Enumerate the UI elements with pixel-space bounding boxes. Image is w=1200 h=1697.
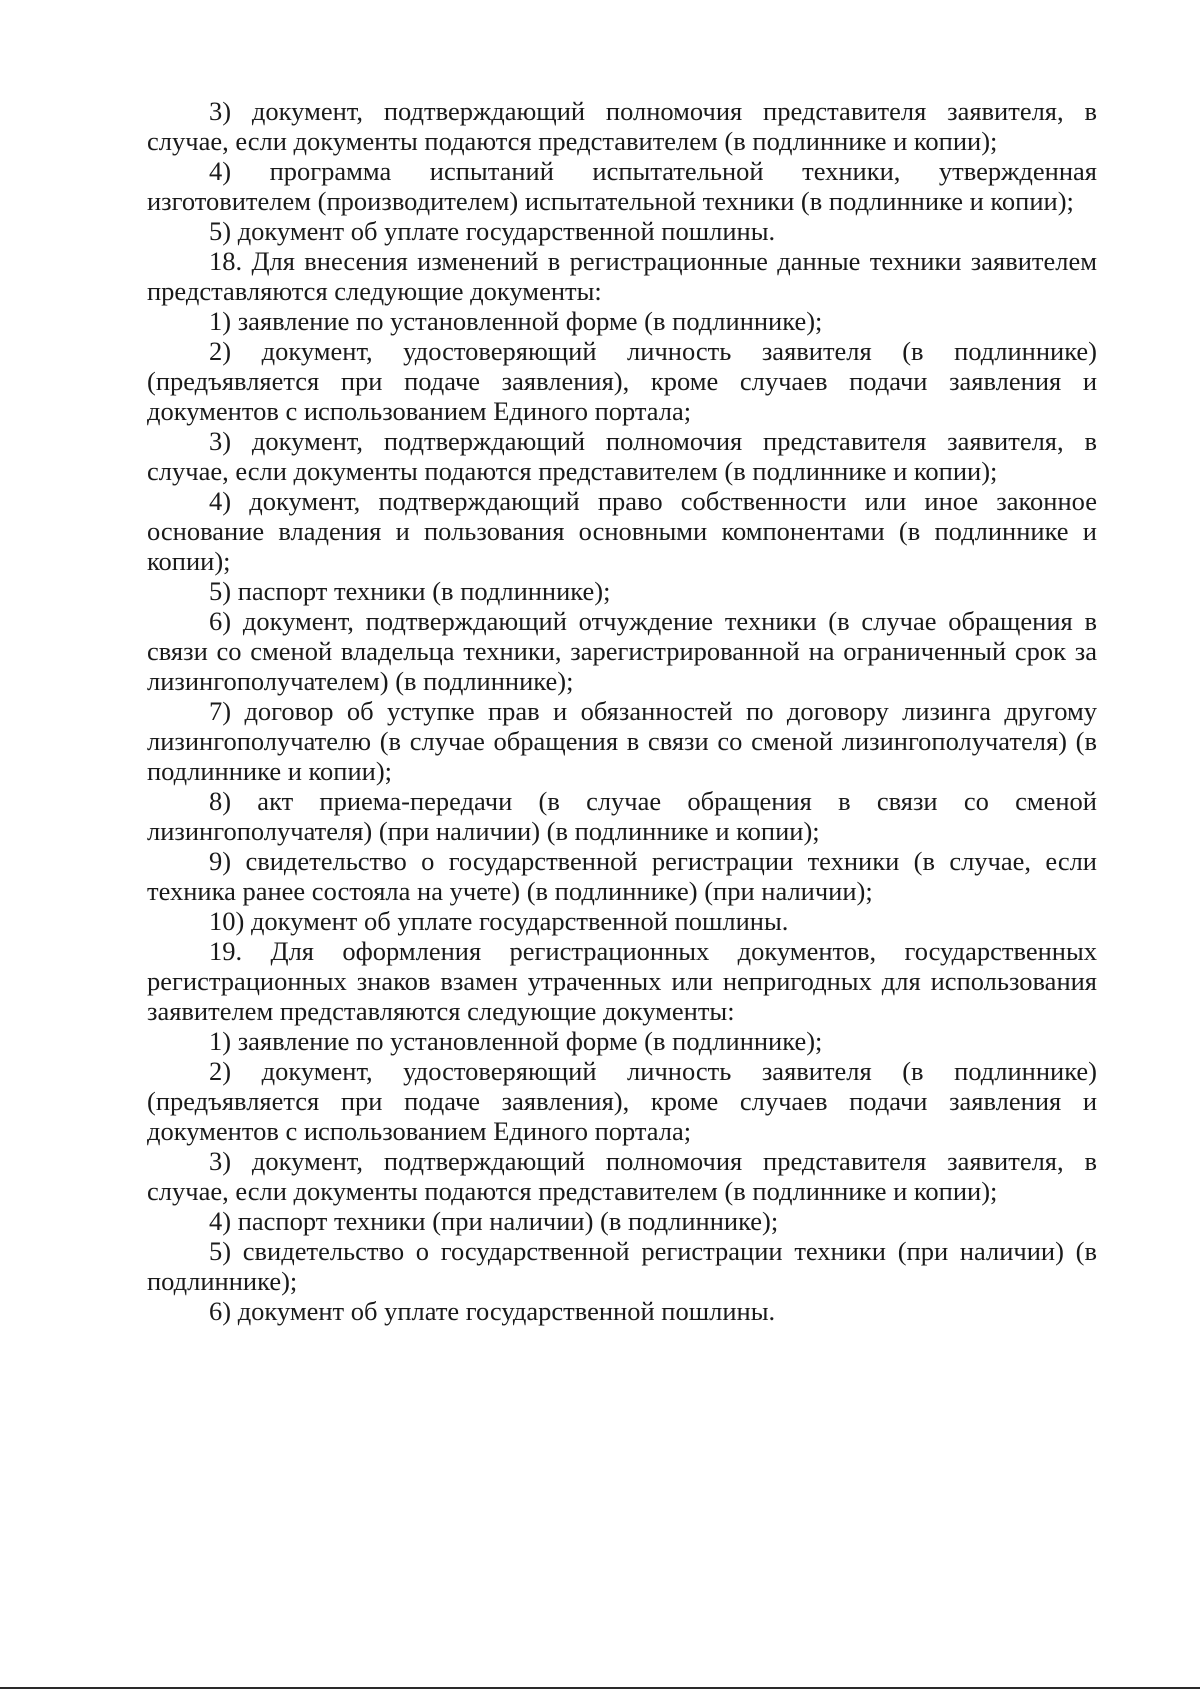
paragraph: 5) свидетельство о государственной регистрации техники (при наличии) (в подлиннике);	[147, 1236, 1097, 1296]
paragraph: 6) документ об уплате государственной пошлины.	[209, 1296, 776, 1326]
paragraph: 4) программа испытаний испытательной техники, утвержденная изготовителем (производителем) испытательной техники (в подлиннике и копии);	[147, 156, 1097, 216]
paragraph: 5) паспорт техники (в подлиннике);	[209, 576, 611, 606]
paragraph: 3) документ, подтверждающий полномочия представителя заявителя, в случае, если документы подаются представителем (в подлиннике и копии);	[147, 426, 1097, 486]
paragraph: 5) документ об уплате государственной пошлины.	[209, 216, 776, 246]
paragraph: 3) документ, подтверждающий полномочия представителя заявителя, в случае, если документы подаются представителем (в подлиннике и копии);	[147, 96, 1097, 156]
section-paragraph-19: 19. Для оформления регистрационных документов, государственных регистрационных знаков взамен утраченных или непригодных для использования заявителем представляются следующие документы:	[147, 936, 1097, 1026]
section-paragraph-18: 18. Для внесения изменений в регистрационные данные техники заявителем представляются следующие документы:	[147, 246, 1097, 306]
paragraph: 8) акт приема-передачи (в случае обращения в связи со сменой лизингополучателя) (при наличии) (в подлиннике и копии);	[147, 786, 1097, 846]
document-body	[147, 96, 1097, 1326]
paragraph: 10) документ об уплате государственной пошлины.	[209, 906, 789, 936]
paragraph: 4) паспорт техники (при наличии) (в подлиннике);	[209, 1206, 779, 1236]
paragraph: 1) заявление по установленной форме (в подлиннике);	[209, 1026, 823, 1056]
paragraph: 6) документ, подтверждающий отчуждение техники (в случае обращения в связи со сменой владельца техники, зарегистрированной на ограниченный срок за лизингополучателем) (в подлиннике);	[147, 606, 1097, 696]
paragraph: 2) документ, удостоверяющий личность заявителя (в подлиннике) (предъявляется при подаче заявления), кроме случаев подачи заявления и документов с использованием Единого портала;	[147, 336, 1097, 426]
paragraph: 7) договор об уступке прав и обязанностей по договору лизинга другому лизингополучателю (в случае обращения в связи со сменой лизингополучателя) (в подлиннике и копии);	[147, 696, 1097, 786]
paragraph: 2) документ, удостоверяющий личность заявителя (в подлиннике) (предъявляется при подаче заявления), кроме случаев подачи заявления и документов с использованием Единого портала;	[147, 1056, 1097, 1146]
paragraph: 9) свидетельство о государственной регистрации техники (в случае, если техника ранее состояла на учете) (в подлиннике) (при наличии);	[147, 846, 1097, 906]
paragraph: 3) документ, подтверждающий полномочия представителя заявителя, в случае, если документы подаются представителем (в подлиннике и копии);	[147, 1146, 1097, 1206]
paragraph: 1) заявление по установленной форме (в подлиннике);	[209, 306, 823, 336]
paragraph: 4) документ, подтверждающий право собственности или иное законное основание владения и пользования основными компонентами (в подлиннике и копии);	[147, 486, 1097, 576]
page-bottom-rule	[0, 1687, 1200, 1689]
